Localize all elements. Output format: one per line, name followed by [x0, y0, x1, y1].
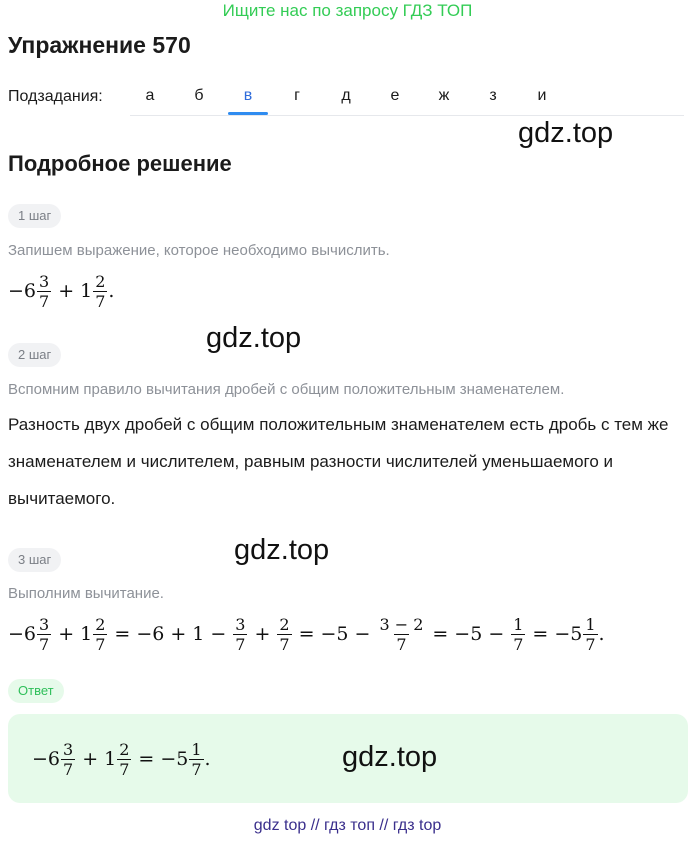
fraction-numerator: 3 — [39, 271, 50, 291]
math-operator: + — [58, 280, 75, 302]
section-title: Подробное решение — [8, 151, 232, 176]
fraction-numerator: 3 − 2 — [379, 614, 424, 634]
fraction-denominator: 7 — [39, 291, 50, 311]
fraction — [37, 615, 51, 654]
tab-v[interactable]: в — [228, 79, 268, 114]
tab-g[interactable]: г — [294, 87, 300, 104]
fraction — [93, 272, 107, 311]
math-operator: + — [254, 623, 271, 645]
math-term: 1 — [80, 623, 93, 645]
math-period: . — [598, 623, 605, 645]
fraction — [117, 740, 131, 779]
fraction-denominator: 7 — [235, 634, 246, 654]
math-operator: = — [114, 623, 131, 645]
answer-expression — [32, 735, 211, 783]
tab-z[interactable]: з — [489, 87, 497, 104]
math-term: −6 — [8, 623, 37, 645]
tab-a[interactable]: а — [145, 87, 155, 104]
step-3-hint: Выполним вычитание. — [8, 585, 164, 602]
fraction — [277, 615, 291, 654]
fraction-denominator: 7 — [39, 634, 50, 654]
fraction-denominator: 7 — [63, 759, 74, 779]
math-period: . — [204, 748, 211, 770]
fraction-denominator: 7 — [585, 634, 596, 654]
math-term: −5 — [160, 748, 189, 770]
math-term: 1 — [104, 748, 117, 770]
math-operator: − — [210, 623, 227, 645]
math-operator: + — [170, 623, 187, 645]
watermark: gdz.top — [234, 534, 330, 566]
watermark: gdz.top — [342, 741, 438, 773]
fraction-numerator: 1 — [191, 739, 202, 759]
fraction — [189, 740, 203, 779]
fraction — [61, 740, 75, 779]
fraction-numerator: 2 — [95, 614, 106, 634]
math-operator: − — [354, 623, 371, 645]
footer-links[interactable]: gdz top // гдз топ // гдз top — [253, 817, 442, 834]
math-operator: + — [58, 623, 75, 645]
fraction — [93, 615, 107, 654]
math-term: 1 — [192, 623, 205, 645]
watermark: gdz.top — [206, 322, 302, 354]
step-2-hint: Вспомним правило вычитания дробей с общим положительным знаменателем. — [8, 381, 565, 398]
math-term: −5 — [554, 623, 583, 645]
step-3-expression — [8, 609, 605, 659]
tab-i[interactable]: и — [537, 87, 547, 104]
math-term: −6 — [136, 623, 165, 645]
fraction-numerator: 3 — [63, 739, 74, 759]
fraction-denominator: 7 — [191, 759, 202, 779]
fraction — [377, 615, 425, 654]
subtask-tabs — [130, 79, 684, 116]
fraction-numerator: 2 — [95, 271, 106, 291]
math-term: −6 — [32, 748, 61, 770]
page-title: Упражнение 570 — [8, 32, 191, 58]
tab-b[interactable]: б — [194, 87, 204, 104]
math-period: . — [108, 280, 115, 302]
answer-badge: Ответ — [8, 679, 64, 703]
math-term: −5 — [320, 623, 349, 645]
fraction-numerator: 3 — [235, 614, 246, 634]
fraction-denominator: 7 — [119, 759, 130, 779]
math-operator: = — [298, 623, 315, 645]
fraction-numerator: 3 — [39, 614, 50, 634]
fraction — [583, 615, 597, 654]
fraction-denominator: 7 — [513, 634, 524, 654]
step-2-badge: 2 шаг — [8, 343, 61, 367]
math-term: −6 — [8, 280, 37, 302]
fraction-denominator: 7 — [396, 634, 407, 654]
fraction-denominator: 7 — [95, 291, 106, 311]
subtasks-label: Подзадания: — [8, 88, 103, 105]
math-operator: = — [432, 623, 449, 645]
step-1-expression — [8, 267, 114, 315]
tab-e[interactable]: е — [390, 87, 400, 104]
step-3-badge: 3 шаг — [8, 548, 61, 572]
step-2-text: Разность двух дробей с общим положительным знаменателем есть дробь с тем же знаменателем и числителем, равным разности числителей уменьшаемого и вычитаемого. — [8, 415, 669, 508]
fraction-numerator: 2 — [279, 614, 290, 634]
fraction — [511, 615, 525, 654]
fraction-denominator: 7 — [95, 634, 106, 654]
watermark: gdz.top — [518, 117, 614, 149]
fraction-numerator: 1 — [513, 614, 524, 634]
math-term: 1 — [80, 280, 93, 302]
math-term: −5 — [454, 623, 483, 645]
step-1-hint: Запишем выражение, которое необходимо вычислить. — [8, 242, 390, 259]
tab-d[interactable]: д — [341, 87, 351, 104]
math-operator: = — [532, 623, 549, 645]
math-operator: − — [488, 623, 505, 645]
math-operator: = — [138, 748, 155, 770]
step-1-badge: 1 шаг — [8, 204, 61, 228]
math-operator: + — [82, 748, 99, 770]
fraction-denominator: 7 — [279, 634, 290, 654]
fraction — [37, 272, 51, 311]
fraction-numerator: 1 — [585, 614, 596, 634]
fraction — [233, 615, 247, 654]
top-banner[interactable]: Ищите нас по запросу ГДЗ ТОП — [222, 1, 473, 20]
fraction-numerator: 2 — [119, 739, 130, 759]
tab-zh[interactable]: ж — [438, 87, 450, 104]
